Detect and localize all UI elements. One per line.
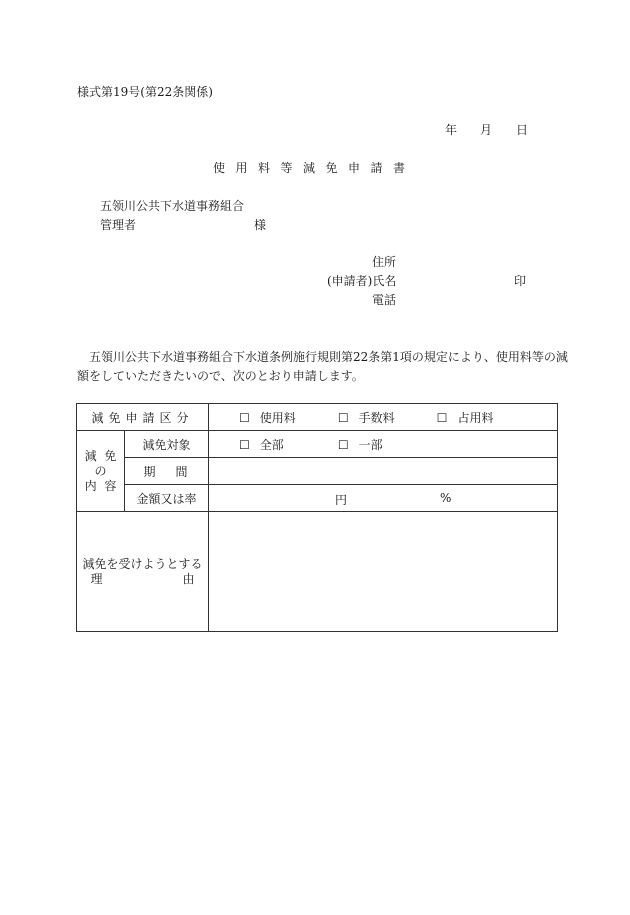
period-row — [77, 458, 558, 485]
address-label: 住所 — [372, 255, 397, 269]
reason-value-cell[interactable] — [209, 512, 558, 632]
body-text-line-1: 五領川公共下水道事務組合下水道条例施行規則第22条第1項の規定により、使用料等の減 — [89, 350, 568, 364]
content-label-char: の — [94, 463, 107, 478]
checkbox-icon[interactable]: ☐ — [337, 437, 349, 452]
reason-label-line-1: 減免を受けようとする — [82, 556, 203, 571]
period-value-cell[interactable] — [209, 458, 558, 485]
form-number: 様式第19号(第22条関係) — [77, 85, 213, 99]
date-month-label: 月 — [480, 123, 493, 137]
phone-label: 電話 — [372, 293, 397, 307]
category-options-cell — [209, 404, 558, 431]
content-label-char: 内 — [84, 478, 97, 493]
content-label-line-2 — [77, 464, 124, 479]
yen-unit: 円 — [335, 493, 348, 507]
checkbox-icon[interactable]: ☐ — [239, 437, 250, 452]
target-label: 減免対象 — [142, 437, 191, 452]
reason-label-cell — [77, 512, 209, 632]
content-label-char: 減 — [84, 448, 97, 463]
category-label: 減免申請区分 — [91, 410, 194, 425]
target-all-option[interactable] — [239, 436, 334, 453]
content-label-char: 容 — [104, 478, 117, 493]
checkbox-icon[interactable]: ☐ — [337, 410, 349, 425]
period-label-cell — [125, 458, 209, 485]
target-partial-label: 一部 — [358, 437, 383, 452]
checkbox-icon[interactable]: ☐ — [239, 410, 250, 425]
amount-label: 金額又は率 — [136, 491, 197, 506]
handling-fee-label: 手数料 — [358, 410, 395, 425]
percent-unit: % — [440, 491, 452, 505]
target-row — [77, 431, 558, 458]
usage-fee-option[interactable] — [239, 409, 334, 426]
target-partial-option[interactable] — [338, 436, 433, 453]
category-row — [77, 404, 558, 431]
date-day-label: 日 — [516, 123, 529, 137]
target-options-cell — [209, 431, 558, 458]
content-label-line-3 — [77, 479, 124, 494]
content-label-char: 免 — [104, 448, 117, 463]
occupancy-fee-option[interactable] — [437, 409, 532, 426]
applicant-name-label: (申請者)氏名 — [327, 274, 397, 288]
document-title: 使用料等減免申請書 — [213, 161, 416, 175]
category-label-cell — [77, 404, 209, 431]
seal-label: 印 — [514, 274, 527, 288]
period-label: 期間 — [143, 464, 208, 479]
application-table — [76, 403, 558, 632]
occupancy-fee-label: 占用料 — [457, 410, 494, 425]
addressee-organization: 五领川公共下水道事務組合 — [100, 199, 245, 213]
amount-value-cell[interactable] — [209, 485, 558, 512]
addressee-honorific: 様 — [254, 218, 267, 232]
handling-fee-option[interactable] — [338, 409, 433, 426]
checkbox-icon[interactable]: ☐ — [436, 410, 448, 425]
reason-label-char: 由 — [182, 571, 195, 586]
addressee-manager-label: 管理者 — [100, 218, 137, 232]
target-label-cell — [125, 431, 209, 458]
reason-row — [77, 512, 558, 632]
date-year-label: 年 — [445, 123, 458, 137]
content-label-cell — [77, 431, 125, 512]
target-all-label: 全部 — [259, 437, 284, 452]
usage-fee-label: 使用料 — [259, 410, 296, 425]
amount-row — [77, 485, 558, 512]
amount-label-cell — [125, 485, 209, 512]
reason-label-line-2 — [77, 572, 208, 587]
content-label-line-1 — [77, 449, 124, 464]
body-text-line-2: 額をしていただきたいので、次のとおり申請します。 — [77, 369, 364, 383]
reason-label-char: 理 — [90, 571, 103, 586]
